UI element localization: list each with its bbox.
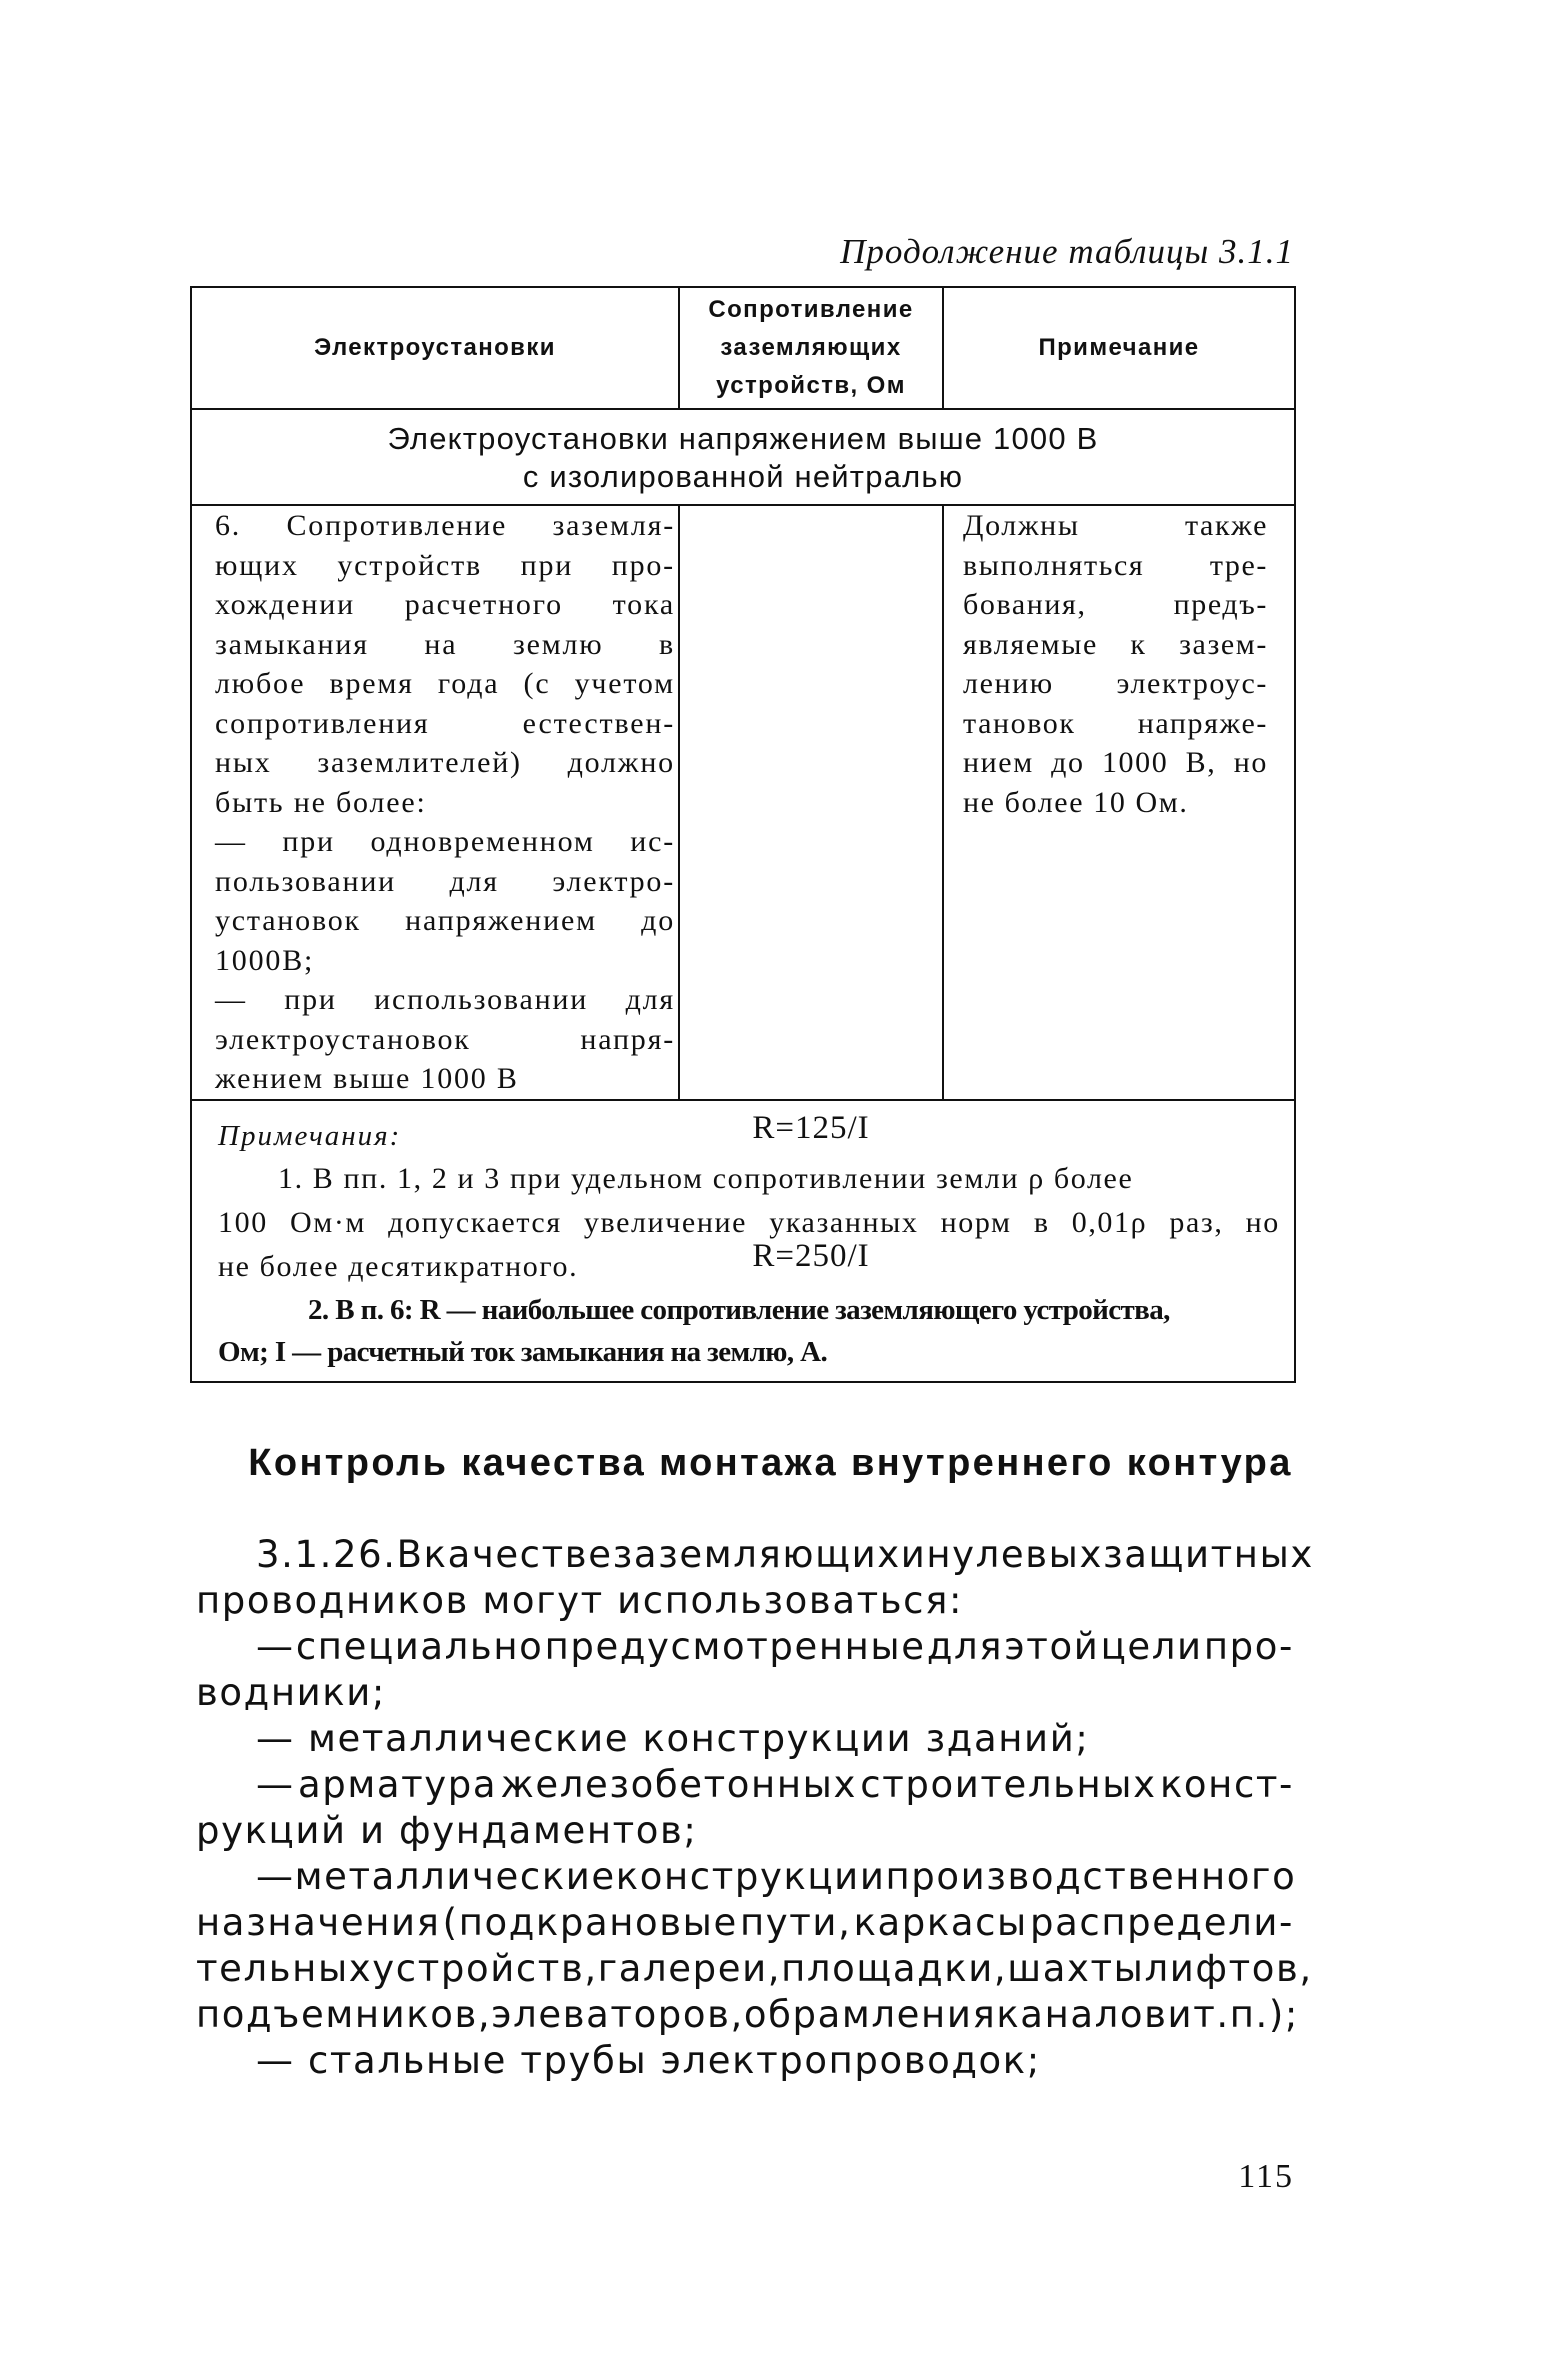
note-line: нием до 1000 В, но — [963, 746, 1268, 779]
header-resistance — [679, 287, 943, 409]
header-line: Сопротивление — [708, 296, 914, 323]
description-line: — при одновременном ис- — [215, 825, 675, 858]
row-resistance-values — [679, 505, 943, 1274]
formula-value: R=250/I — [752, 1238, 870, 1274]
footnote-line: не более десятикратного. — [218, 1249, 579, 1283]
notes-title: Примечания: — [218, 1119, 402, 1152]
description-line: быть не более: — [215, 785, 427, 819]
section-line: с изолированной нейтралью — [522, 459, 964, 494]
footnote-line: 2. В п. 6: R — наибольшее сопротивление заземляющего устройства, — [308, 1293, 1170, 1326]
note-line: бования, предъ- — [963, 588, 1268, 621]
description-line: любое время года (с учетом — [215, 667, 675, 700]
description-line: хождении расчетного тока — [215, 588, 675, 621]
header-line: заземляющих — [720, 334, 902, 361]
table-header-row — [191, 287, 1295, 409]
note-line: не более 10 Ом. — [963, 785, 1189, 819]
paragraph-line: 3.1.26. В качестве заземляющих и нулевых защитных — [256, 1533, 1314, 1576]
section-title — [191, 409, 1295, 505]
description-line: пользовании для электро- — [215, 864, 675, 898]
note-line: выполняться тре- — [963, 548, 1268, 582]
description-line: электроустановок напря- — [215, 1022, 675, 1056]
paragraph-line: проводников могут использоваться: — [196, 1579, 964, 1622]
footnote-line: 100 Ом·м допускается увеличение указанных норм в 0,01ρ раз, но — [218, 1205, 1280, 1239]
paragraph-line: тельных устройств, галереи, площадки, шахты лифтов, — [196, 1947, 1313, 1990]
table-continuation-caption: Продолжение таблицы 3.1.1 — [840, 232, 1294, 271]
paragraph-line: назначения (подкрановые пути, каркасы распредели- — [196, 1901, 1294, 1944]
note-line: являемые к зазем- — [963, 627, 1268, 661]
row-description — [191, 505, 679, 1100]
footnote-line: Ом; I — расчетный ток замыкания на землю, А. — [218, 1335, 828, 1368]
description-line: сопротивления естествен- — [215, 706, 675, 740]
section-line: Электроустановки напряжением выше 1000 В — [387, 421, 1099, 456]
paragraph-line: — металлические конструкции зданий; — [256, 1717, 1090, 1760]
body-paragraph — [196, 1532, 1314, 2084]
paragraph-line: — арматура железобетонных строительных конст- — [256, 1763, 1294, 1806]
description-line: ных заземлителей) должно — [215, 746, 675, 779]
note-line: тановок напряже- — [963, 706, 1268, 740]
paragraph-line: рукций и фундаментов; — [196, 1809, 698, 1852]
paragraph-line: подъемников, элеваторов, обрамления каналов и т. п.); — [196, 1993, 1299, 2036]
header-line: Электроустановки — [314, 334, 556, 361]
paragraph-line: — стальные трубы электропроводок; — [256, 2039, 1041, 2082]
description-line: ющих устройств при про- — [215, 548, 675, 582]
grounding-table — [190, 286, 1296, 1383]
description-line: замыкания на землю в — [215, 627, 675, 661]
section-row — [191, 409, 1295, 505]
header-note — [943, 287, 1295, 409]
paragraph-line: водники; — [196, 1671, 386, 1714]
page-number: 115 — [1238, 2158, 1294, 2195]
table-row — [191, 505, 1295, 1100]
paragraph-line: — специально предусмотренные для этой цели про- — [256, 1625, 1294, 1668]
description-line: — при использовании для — [215, 983, 675, 1016]
description-line: жением выше 1000 В — [215, 1062, 519, 1095]
row-note — [943, 505, 1295, 1100]
section-heading: Контроль качества монтажа внутреннего контура — [248, 1442, 1293, 1484]
header-line: Примечание — [1038, 334, 1200, 361]
description-line: 1000В; — [215, 943, 315, 977]
paragraph-line: — металлические конструкции производственного — [256, 1855, 1297, 1898]
note-line: Должны также — [963, 509, 1268, 542]
formula-value: R=125/I — [752, 1110, 870, 1146]
note-line: лению электроус- — [963, 667, 1268, 700]
header-line: устройств, Ом — [716, 372, 906, 399]
header-installations — [191, 287, 679, 409]
footnote-line: 1. В пп. 1, 2 и 3 при удельном сопротивлении земли ρ более — [278, 1161, 1134, 1195]
description-line: 6. Сопротивление заземля- — [215, 509, 675, 542]
description-line: установок напряжением до — [215, 904, 675, 937]
